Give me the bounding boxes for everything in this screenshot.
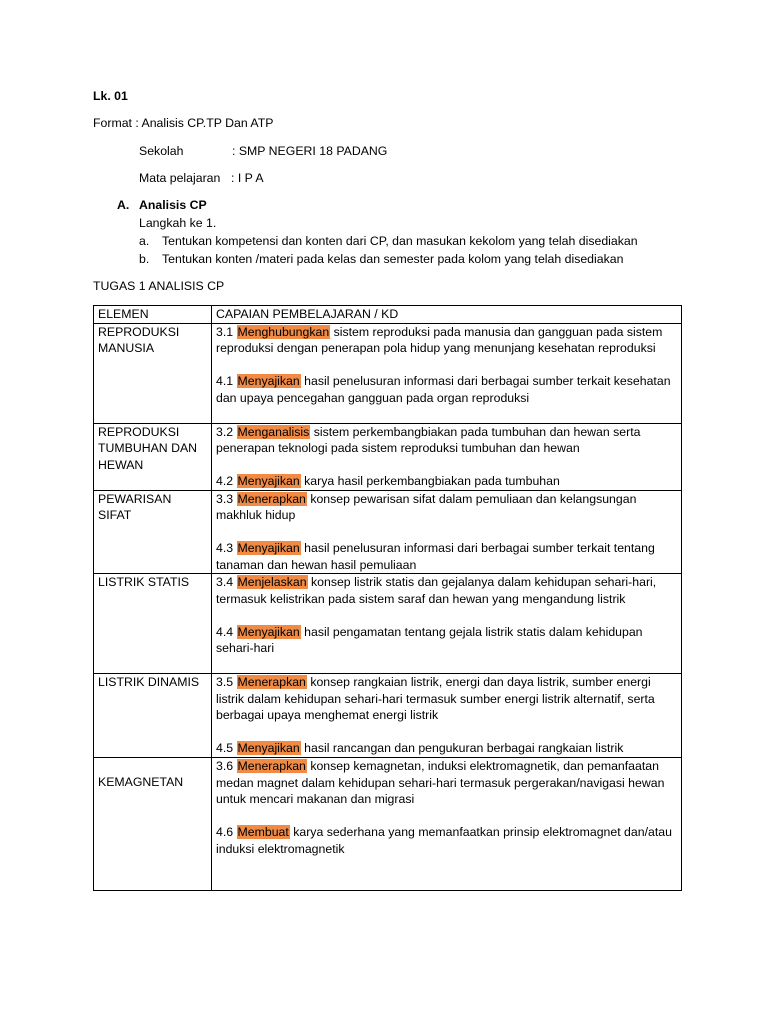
competency-number: 4.3 [216,541,234,555]
competency-cell [212,758,682,891]
highlighted-verb: Menyajikan [237,474,300,488]
highlighted-verb: Menyajikan [237,741,300,755]
competency-cell [212,574,682,674]
competency-text: hasil penelusuran informasi dari berbagai sumber terkait tentang tanaman dan hewan hasil pemuliaan [216,541,655,572]
highlighted-verb: Menerapkan [237,675,306,689]
section-marker: A. [117,198,130,212]
competency-text: konsep kemagnetan, induksi elektromagnetik, dan pemanfaatan medan magnet dalam kehidupan sehari-hari termasuk pergerakan/navigasi hewan untuk mencari makanan dan migrasi [216,759,665,806]
highlighted-verb: Menyajikan [237,541,300,555]
column-header-element: ELEMEN [94,306,212,324]
table-row [94,323,682,423]
competency-number: 4.6 [216,825,234,839]
competency-item [216,424,677,457]
subject-value: : I P A [231,171,264,185]
competency-text: hasil penelusuran informasi dari berbagai sumber terkait kesehatan dan upaya pencegahan gangguan pada organ reproduksi [216,374,671,405]
element-cell: LISTRIK STATIS [94,574,212,674]
competency-number: 4.5 [216,741,234,755]
competency-cell [212,490,682,574]
competency-number: 3.6 [216,759,234,773]
competency-item [216,491,677,524]
competency-number: 3.5 [216,675,234,689]
highlighted-verb: Menyajikan [237,624,300,639]
competency-number: 4.1 [216,374,234,388]
competency-item [216,624,677,657]
format-line: Format : Analisis CP.TP Dan ATP [93,116,274,130]
competency-item [216,473,677,490]
highlighted-verb: Menganalisis [237,424,310,439]
highlighted-verb: Menjelaskan [237,575,307,589]
instruction-text: Tentukan konten /materi pada kelas dan semester pada kolom yang telah disediakan [162,252,624,266]
competency-item [216,740,677,757]
subject-label: Mata pelajaran [139,171,221,185]
element-cell: LISTRIK DINAMIS [94,674,212,758]
competency-number: 4.4 [216,624,234,639]
highlighted-verb: Menyajikan [237,374,300,388]
element-cell: PEWARISAN SIFAT [94,490,212,574]
competency-cell [212,323,682,423]
competency-item [216,824,677,857]
competency-text: konsep rangkaian listrik, energi dan daya listrik, sumber energi listrik dalam kehidupan sehari-hari termasuk sumber energi listrik alternatif, serta berbagai upaya menghemat energi listrik [216,675,655,722]
competency-text: karya sederhana yang memanfaatkan prinsip elektromagnet dan/atau induksi elektromagnetik [216,825,672,856]
competency-item [216,373,677,406]
table-row [94,490,682,574]
highlighted-verb: Menghubungkan [237,324,330,339]
competency-number: 4.2 [216,474,234,488]
element-cell: REPRODUKSI TUMBUHAN DAN HEWAN [94,423,212,490]
competency-cell [212,423,682,490]
school-label: Sekolah [139,144,184,158]
competency-item [216,324,677,357]
table-row [94,758,682,891]
competency-item [216,674,677,724]
table-row [94,574,682,674]
instruction-text: Tentukan kompetensi dan konten dari CP, dan masukan kekolom yang telah disediakan [162,234,638,248]
competency-number: 3.1 [216,324,234,339]
competency-item [216,540,677,573]
school-value: : SMP NEGERI 18 PADANG [232,144,388,158]
competency-number: 3.3 [216,491,234,506]
competency-text: hasil rancangan dan pengukuran berbagai rangkaian listrik [300,741,624,755]
competency-text: konsep pewarisan sifat dalam pemuliaan dan kelangsungan makhluk hidup [216,491,637,522]
instruction-marker: b. [139,252,150,266]
task-title: TUGAS 1 ANALISIS CP [93,279,225,293]
section-title: Analisis CP [139,198,207,212]
element-cell: REPRODUKSI MANUSIA [94,323,212,423]
competency-text: sistem reproduksi pada manusia dan gangguan pada sistem reproduksi dengan penerapan pola hidup yang menunjang kesehatan reproduksi [216,324,663,355]
cp-analysis-table [93,305,682,891]
step-label: Langkah ke 1. [139,216,217,230]
competency-item [216,758,677,808]
highlighted-verb: Menerapkan [237,491,306,506]
competency-text: konsep listrik statis dan gejalanya dalam kehidupan sehari-hari, termasuk kelistrikan pada sistem saraf dan hewan yang mengandung listrik [216,575,657,606]
column-header-cp: CAPAIAN PEMBELAJARAN / KD [212,306,682,324]
competency-text: karya hasil perkembangbiakan pada tumbuhan [300,474,560,488]
table-header-row [94,306,682,324]
competency-text: sistem perkembangbiakan pada tumbuhan dan hewan serta penerapan teknologi pada sistem reproduksi tumbuhan dan hewan [216,424,641,455]
table-row [94,423,682,490]
competency-number: 3.4 [216,575,234,589]
element-cell: KEMAGNETAN [94,758,212,891]
competency-number: 3.2 [216,424,234,439]
instruction-marker: a. [139,234,150,248]
competency-item [216,574,677,607]
highlighted-verb: Membuat [237,825,289,839]
competency-text: hasil pengamatan tentang gejala listrik statis dalam kehidupan sehari-hari [216,624,643,655]
competency-cell [212,674,682,758]
table-row [94,674,682,758]
highlighted-verb: Menerapkan [237,759,306,773]
document-title: Lk. 01 [93,89,128,103]
